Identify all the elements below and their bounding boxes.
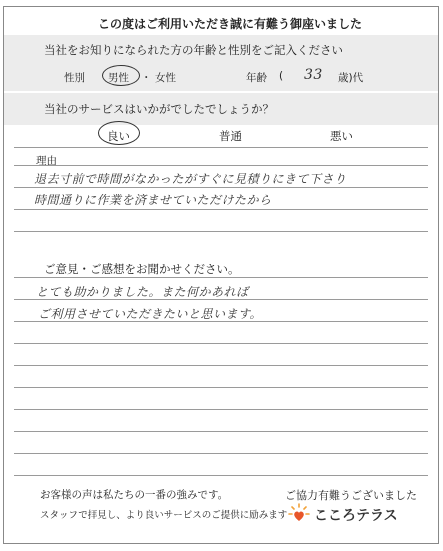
sun-heart-logo-icon [288, 503, 310, 525]
comment-rule [14, 409, 428, 410]
reason-rule [14, 165, 428, 166]
comment-rule [14, 277, 428, 278]
footer-left-line-2: スタッフで拝見し、より良いサービスのご提供に励みます [40, 510, 288, 521]
gender-selected-circle [102, 65, 140, 86]
gender-male[interactable]: 男性 [108, 72, 129, 84]
reason-rule [14, 187, 428, 188]
age-open-paren: ( [279, 70, 284, 82]
footer-thanks: ご協力有難うございました [285, 489, 417, 502]
comment-line-2: ご利用させていただきたいと思います。 [38, 307, 263, 321]
reason-rule [14, 209, 428, 210]
reason-line-2: 時間通りに作業を済ませていただけたから [34, 193, 272, 207]
option-selected-circle [98, 121, 140, 145]
gender-separator: ・ [141, 72, 152, 84]
comment-rule [14, 343, 428, 344]
age-value[interactable]: 33 [304, 67, 323, 83]
brand-name: こころテラス [314, 508, 398, 524]
age-close: 歳)代 [338, 72, 364, 84]
option-normal[interactable]: 普通 [219, 129, 242, 143]
q3-heading: ご意見・ご感想をお聞かせください。 [44, 262, 240, 276]
reason-label: 理由 [36, 155, 57, 167]
comment-rule [14, 365, 428, 366]
comment-rule [14, 431, 428, 432]
comment-rule [14, 453, 428, 454]
reason-line-1: 退去寸前で時間がなかったがすぐに見積りにきて下さり [34, 172, 347, 186]
comment-rule [14, 387, 428, 388]
gender-female[interactable]: 女性 [155, 72, 176, 84]
q2-heading: 当社のサービスはいかがでしたでしょうか？ [44, 102, 274, 116]
q1-heading: 当社をお知りになられた方の年齢と性別をご記入ください [44, 43, 343, 57]
comment-rule [14, 321, 428, 322]
option-good[interactable]: 良い [107, 129, 130, 143]
option-bad[interactable]: 悪い [330, 129, 353, 143]
comment-rule [14, 475, 428, 476]
comment-line-1: とても助かりました。また何かあれば [36, 285, 249, 299]
gender-label: 性別 [64, 72, 85, 84]
comment-rule [14, 299, 428, 300]
reason-rule [14, 231, 428, 232]
divider [14, 147, 428, 148]
page-title: この度はご利用いただき誠に有難う御座いました [98, 17, 363, 31]
age-label: 年齢 [246, 72, 267, 84]
footer-left-line-1: お客様の声は私たちの一番の強みです。 [40, 489, 229, 501]
survey-sheet [3, 6, 439, 544]
